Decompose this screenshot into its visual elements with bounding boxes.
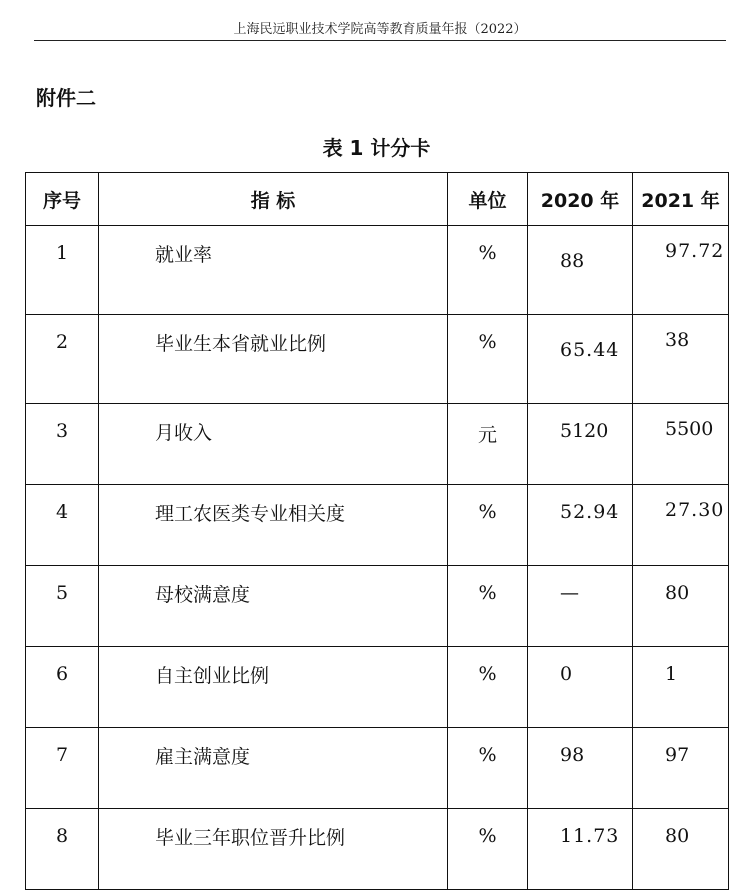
cell-2020: 11.73: [528, 809, 633, 890]
page-header: 上海民远职业技术学院高等教育质量年报（2022）: [34, 18, 726, 41]
cell-seq: 1: [26, 226, 99, 315]
cell-indicator: 自主创业比例: [99, 647, 448, 728]
table-row: [26, 485, 729, 566]
cell-2020: 52.94: [528, 485, 633, 566]
attachment-label: 附件二: [36, 86, 96, 110]
table-header-row: [26, 173, 729, 226]
cell-indicator: 月收入: [99, 404, 448, 485]
cell-2020: 0: [528, 647, 633, 728]
cell-2020: —: [528, 566, 633, 647]
table-row: [26, 404, 729, 485]
cell-2021: 27.30: [633, 485, 729, 566]
cell-unit: %: [448, 315, 528, 404]
cell-unit: %: [448, 728, 528, 809]
cell-2020: 98: [528, 728, 633, 809]
cell-unit: %: [448, 809, 528, 890]
cell-seq: 7: [26, 728, 99, 809]
cell-2021: 5500: [633, 404, 729, 485]
score-table: [25, 172, 729, 890]
cell-2021: 38: [633, 315, 729, 404]
cell-unit: %: [448, 226, 528, 315]
cell-indicator: 毕业生本省就业比例: [99, 315, 448, 404]
cell-unit: 元: [448, 404, 528, 485]
table-row: [26, 647, 729, 728]
cell-indicator: 毕业三年职位晋升比例: [99, 809, 448, 890]
cell-2021: 1: [633, 647, 729, 728]
cell-seq: 3: [26, 404, 99, 485]
header-2020: 2020 年: [528, 173, 633, 226]
cell-2020: 65.44: [528, 315, 633, 404]
cell-2021: 80: [633, 566, 729, 647]
cell-2021: 80: [633, 809, 729, 890]
header-seq: 序号: [26, 173, 99, 226]
table-row: [26, 728, 729, 809]
cell-seq: 4: [26, 485, 99, 566]
cell-indicator: 雇主满意度: [99, 728, 448, 809]
header-2021: 2021 年: [633, 173, 729, 226]
cell-seq: 5: [26, 566, 99, 647]
table-row: [26, 315, 729, 404]
cell-unit: %: [448, 485, 528, 566]
header-unit: 单位: [448, 173, 528, 226]
table-title: 表 1 计分卡: [322, 136, 431, 160]
cell-indicator: 母校满意度: [99, 566, 448, 647]
cell-unit: %: [448, 647, 528, 728]
cell-indicator: 理工农医类专业相关度: [99, 485, 448, 566]
table-row: [26, 566, 729, 647]
table-row: [26, 226, 729, 315]
header-indicator: 指 标: [99, 173, 448, 226]
cell-seq: 6: [26, 647, 99, 728]
cell-seq: 2: [26, 315, 99, 404]
cell-2020: 5120: [528, 404, 633, 485]
cell-2021: 97: [633, 728, 729, 809]
cell-indicator: 就业率: [99, 226, 448, 315]
table-row: [26, 809, 729, 890]
cell-2021: 97.72: [633, 226, 729, 315]
cell-2020: 88: [528, 226, 633, 315]
cell-unit: %: [448, 566, 528, 647]
cell-seq: 8: [26, 809, 99, 890]
